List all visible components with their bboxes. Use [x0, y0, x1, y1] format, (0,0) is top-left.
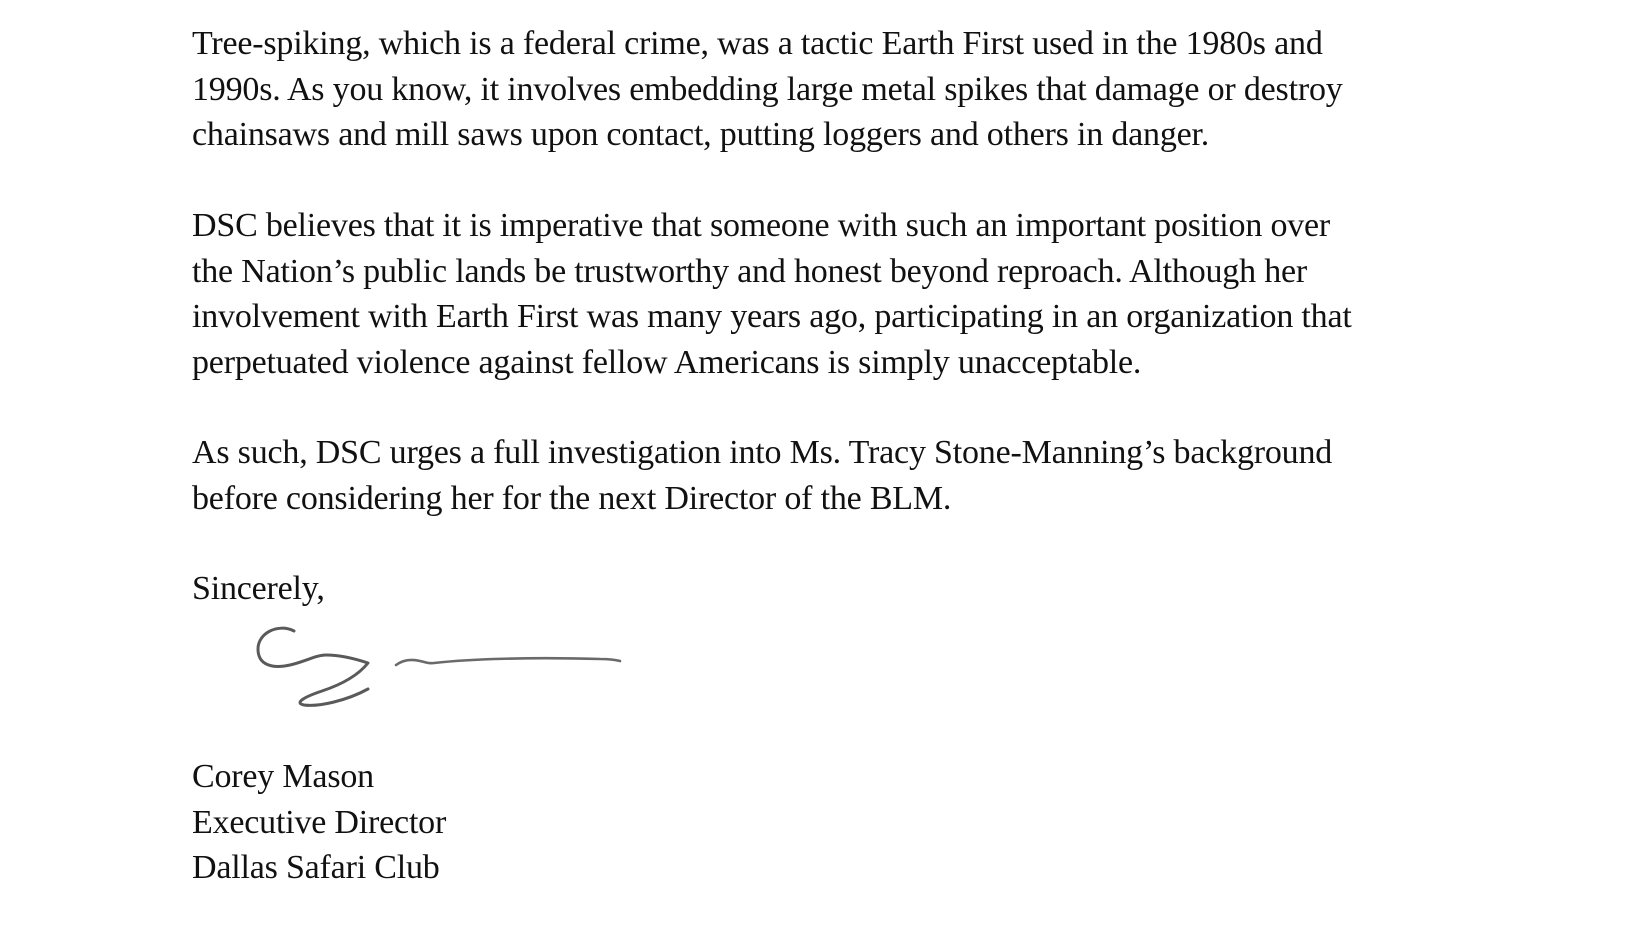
paragraph-line: DSC believes that it is imperative that someone with such an important position over: [192, 207, 1331, 244]
signatory-title: Executive Director: [192, 803, 447, 841]
paragraph-investigation: [192, 430, 1452, 521]
closing-text: Sincerely,: [192, 570, 325, 607]
closing-salutation: [192, 566, 1452, 612]
paragraph-line: perpetuated violence against fellow Americans is simply unacceptable.: [192, 343, 1142, 381]
paragraph-tree-spiking: [192, 21, 1452, 158]
paragraph-line: Tree-spiking, which is a federal crime, was a tactic Earth First used in the 1980s and: [192, 25, 1323, 62]
paragraph-trustworthiness: [192, 203, 1452, 385]
paragraph-line: chainsaws and mill saws upon contact, putting loggers and others in danger.: [192, 116, 1210, 153]
paragraph-line: involvement with Earth First was many years ago, participating in an organization that: [192, 298, 1352, 335]
signatory-block: [192, 754, 1452, 891]
paragraph-line: the Nation’s public lands be trustworthy and honest beyond reproach. Although her: [192, 252, 1308, 290]
signature-icon: [200, 625, 630, 735]
paragraph-line: As such, DSC urges a full investigation into Ms. Tracy Stone-Manning’s background: [192, 434, 1333, 471]
signatory-name: Corey Mason: [192, 758, 374, 795]
paragraph-line: 1990s. As you know, it involves embedding large metal spikes that damage or destroy: [192, 70, 1343, 108]
signatory-organization: Dallas Safari Club: [192, 849, 440, 886]
paragraph-line: before considering her for the next Director of the BLM.: [192, 479, 952, 517]
handwritten-signature-icon: [200, 625, 630, 735]
